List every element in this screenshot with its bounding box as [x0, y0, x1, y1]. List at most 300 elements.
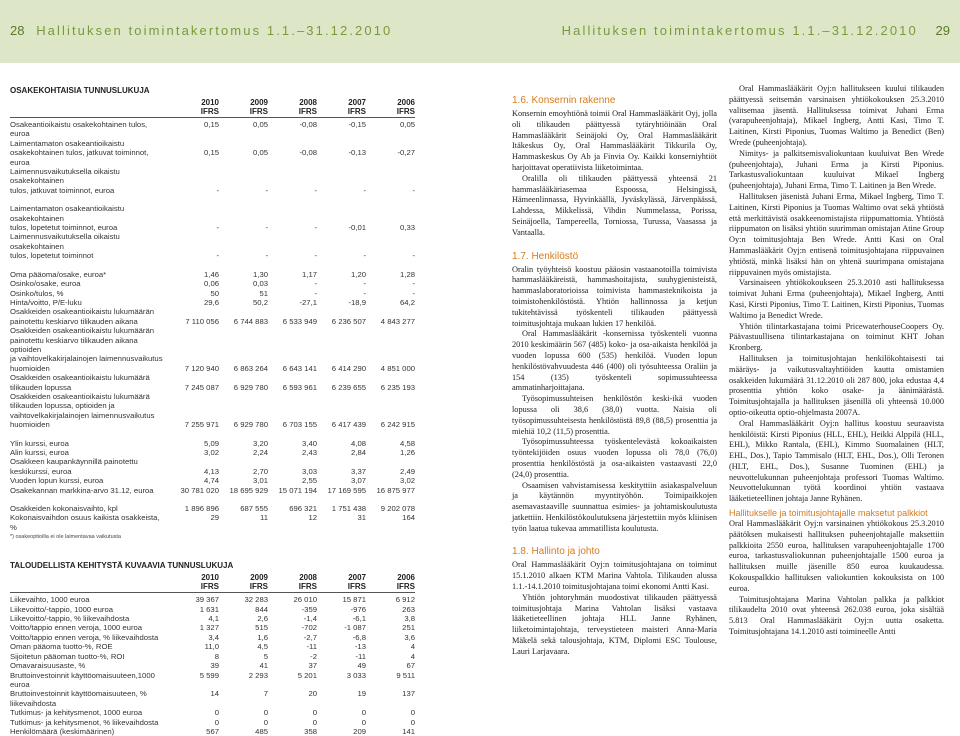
cell-value: 0: [410, 708, 415, 718]
cell-value: -1 087: [344, 623, 366, 633]
table-row: [10, 605, 415, 614]
row-label: Tutkimus- ja kehitysmenot, 1000 euroa: [10, 708, 143, 718]
cell-value: 3,20: [253, 438, 268, 448]
table-row: [10, 289, 415, 298]
cell-value: [268, 167, 317, 186]
cell-value: 6 863 264: [233, 363, 268, 373]
table-row: [10, 401, 415, 410]
left-header: [10, 23, 392, 38]
cell-value: 1,30: [253, 269, 268, 279]
table1-footnote: *) osakeoptioilla ei ole laimentavaa vaikutusta: [10, 534, 121, 541]
table-row: [10, 279, 415, 288]
column-header: IFRS: [249, 107, 268, 116]
cell-value: [268, 326, 317, 335]
cell-value: [317, 167, 366, 186]
cell-value: -6,8: [352, 632, 366, 642]
board-paragraph-2: Nimitys- ja palkitsemisvaliokuntaan kuuluivat Ben Wrede (puheenjohtaja), Juhani Erma ja Kirsti Piponius. Tarkastusvaliokuntaan kuuluivat Mikael Ingberg (puheenjohtaja), Juhani Erma, Timo T. Laitinen ja Ben Wrede.: [729, 148, 944, 191]
cell-value: 0: [312, 708, 317, 718]
cell-value: [268, 204, 317, 223]
header-spacer: [10, 107, 170, 116]
cell-value: -0,08: [299, 120, 317, 129]
cell-value: 4,74: [204, 476, 219, 486]
cell-value: [219, 232, 268, 251]
table-row: [10, 326, 415, 335]
cell-value: [219, 167, 268, 186]
header-spacer: [10, 98, 170, 107]
cell-value: 137: [402, 689, 415, 699]
row-label: tulos, lopetetut toiminnot, euroa: [10, 223, 118, 233]
cell-value: 8: [214, 651, 219, 661]
cell-value: 4 851 000: [380, 363, 415, 373]
cell-value: [170, 392, 219, 401]
row-label: Osakkeiden osakeantioikaistu lukumäärä: [10, 391, 150, 401]
cell-value: 0,33: [400, 223, 415, 233]
row-label: huomioiden: [10, 420, 50, 430]
row-label: Laimennusvaikutuksella oikaistu osakekohtainen: [10, 167, 120, 186]
cell-value: -1,4: [303, 614, 317, 624]
row-label: tilikauden lopussa: [10, 382, 72, 392]
table-row: [10, 652, 415, 661]
cell-value: [366, 307, 415, 316]
cell-value: 3,02: [400, 476, 415, 486]
cell-value: -: [412, 288, 415, 298]
cell-value: [366, 373, 415, 382]
cell-value: 6 235 193: [380, 382, 415, 392]
cell-value: 3,37: [351, 466, 366, 476]
cell-value: 0,05: [253, 120, 268, 129]
cell-value: 9 202 078: [380, 504, 415, 514]
section-1-7-heading: 1.7. Henkilöstö: [512, 250, 579, 262]
cell-value: -976: [350, 604, 366, 614]
cell-value: [268, 373, 317, 382]
cell-value: -359: [301, 604, 317, 614]
table-row: [10, 270, 415, 279]
table-row: [10, 513, 415, 532]
cell-value: [170, 232, 219, 251]
table-row: [10, 186, 415, 195]
table-row: [10, 689, 415, 708]
section-1-7-paragraph-4: Työsopimussuhteessa työskentelevästä kokoaikaisten työntekijöiden osuus vuoden lopussa oli 78,0 (76,0) prosenttia henkilöstöstä ja osa-aikaisten vastaavasti 22,0 (24,0) prosenttia.: [512, 437, 717, 479]
row-label: Osinko/osake, euroa: [10, 279, 81, 289]
cell-value: 17 169 595: [327, 485, 366, 495]
row-label: Henkilömäärä (keskimäärinen): [10, 726, 115, 736]
table2-rule: [10, 592, 415, 593]
cell-value: [219, 326, 268, 335]
table-row: [10, 623, 415, 632]
table-row: [10, 167, 415, 186]
table-row: [10, 364, 415, 373]
table-row: [10, 476, 415, 485]
row-label: Laimentamaton osakeantioikaistu: [10, 138, 125, 148]
cell-value: 4,13: [204, 466, 219, 476]
cell-value: [268, 232, 317, 251]
cell-value: 3,40: [302, 438, 317, 448]
table-row: [10, 486, 415, 495]
cell-value: [268, 307, 317, 316]
section-1-6-paragraph-2: Oralilla oli tilikauden päättyessä yhteensä 21 hammaslääkäriasemaa Espoossa, Helsingissä, Hämeenlinnassa, Hyvinkäällä, Jyväskylässä, Järvenpäässä, Lahdessa, Mikkelissä, Vihdin Nummelassa, Porissa, Seinäjoella, Tampereella, Torniossa, Turussa, Vaasassa ja Vantaalla.: [512, 173, 717, 237]
cell-value: 6 744 883: [233, 316, 268, 326]
cell-value: 1 327: [199, 623, 219, 633]
row-label: Osakkeiden osakeantioikaistu lukumäärä: [10, 373, 150, 383]
cell-value: [170, 204, 219, 223]
row-label: tulos, lopetetut toiminnot: [10, 251, 94, 261]
cell-value: -11: [306, 642, 317, 652]
cell-value: 0: [312, 717, 317, 727]
table-row: [10, 307, 415, 316]
cell-value: 6 703 155: [282, 420, 317, 430]
cell-value: [366, 204, 415, 223]
cell-value: 3,02: [204, 448, 219, 457]
cell-value: -0,27: [397, 148, 415, 158]
cell-value: [219, 457, 268, 466]
cell-value: 1 751 438: [331, 504, 366, 514]
table-row: [10, 317, 415, 326]
cell-value: 6 242 915: [380, 420, 415, 430]
column-header: IFRS: [298, 582, 317, 592]
table-row: [10, 727, 415, 736]
table-row: [10, 457, 415, 466]
cell-value: 1,46: [204, 269, 219, 279]
cell-value: 39: [210, 661, 219, 671]
left-page-number: 28: [10, 23, 25, 38]
table-row: [10, 383, 415, 392]
remuneration-heading: Hallitukselle ja toimitusjohtajalle maksetut palkkiot: [729, 508, 928, 519]
cell-value: 0: [214, 717, 219, 727]
cell-value: [170, 336, 219, 355]
cell-value: 50,2: [253, 297, 268, 307]
table1-year-header: [10, 98, 415, 107]
row-label: Alin kurssi, euroa: [10, 448, 69, 457]
row-label: Osakkeiden osakeantioikaistu lukumäärän: [10, 307, 155, 317]
column-header: IFRS: [200, 582, 219, 592]
cell-value: 19: [357, 689, 366, 699]
cell-value: 15 871: [342, 595, 366, 605]
table-row: [10, 298, 415, 307]
row-label: Bruttoinvestoinnit käyttöomaisuuteen,1000 euroa: [10, 670, 155, 689]
board-paragraph-5: Yhtiön tilintarkastajana toimi PricewaterhouseCoopers Oy. Päävastuullisena tilintarkastajana on toiminut KHT Johan Kronberg.: [729, 321, 944, 353]
row-label: Osinko/tulos, %: [10, 288, 64, 298]
row-label: Tutkimus- ja kehitysmenot, % liikevaihdosta: [10, 717, 159, 727]
cell-value: [170, 354, 219, 363]
table-row: [10, 661, 415, 670]
cell-value: [366, 232, 415, 251]
cell-value: -: [265, 223, 268, 233]
cell-value: 0,15: [204, 148, 219, 158]
cell-value: [219, 354, 268, 363]
cell-value: [317, 392, 366, 401]
cell-value: [317, 411, 366, 420]
cell-value: 4: [410, 651, 415, 661]
table-row: [10, 467, 415, 476]
cell-value: [170, 167, 219, 186]
cell-value: 4,1: [208, 614, 219, 624]
cell-value: [219, 307, 268, 316]
row-label: Ylin kurssi, euroa: [10, 438, 69, 448]
cell-value: -: [314, 185, 317, 195]
cell-value: 7 120 940: [184, 363, 219, 373]
cell-value: -18,9: [348, 297, 366, 307]
cell-value: 1 631: [199, 604, 219, 614]
cell-value: [317, 354, 366, 363]
cell-value: 1,6: [257, 632, 268, 642]
row-label: vaihtovelkakirjalainojen laimennusvaikutus: [10, 410, 155, 420]
table2-title: TALOUDELLISTA KEHITYSTÄ KUVAAVIA TUNNUSLUKUJA: [10, 561, 234, 571]
cell-value: 2 293: [248, 670, 268, 680]
cell-value: 3 033: [346, 670, 366, 680]
cell-value: [219, 373, 268, 382]
cell-value: 6 929 780: [233, 382, 268, 392]
section-1-6-paragraph-1: Konsernin emoyhtiönä toimii Oral Hammaslääkärit Oyj, jolla oli tilikauden päättyessä tytäryhtiöinään Oral Hammaslääkärit Seinäjoki Oy, Oral Hammaslääkärit Itäkeskus Oy, Oral Hammaslääkärit Tikkurila Oy, Hammaskeskus Oy Ab ja Finvia Oy. Kaikki konserniyhtiöt harjoittavat operatiivista liiketoimintaa.: [512, 109, 717, 172]
cell-value: 6 236 507: [331, 316, 366, 326]
cell-value: 15 071 194: [278, 485, 317, 495]
cell-value: [219, 139, 268, 148]
cell-value: [268, 401, 317, 410]
cell-value: 6 643 141: [282, 363, 317, 373]
left-running-title: Hallituksen toimintakertomus 1.1.–31.12.2010: [36, 23, 393, 38]
cell-value: 12: [308, 513, 317, 523]
cell-value: 3,6: [404, 632, 415, 642]
cell-value: 3,01: [253, 476, 268, 486]
cell-value: 1,17: [302, 269, 317, 279]
column-header: IFRS: [249, 582, 268, 592]
cell-value: [268, 139, 317, 148]
table-row: [10, 642, 415, 651]
cell-value: 141: [402, 726, 415, 736]
cell-value: -: [363, 251, 366, 261]
cell-value: 6 912: [395, 595, 415, 605]
column-header: IFRS: [347, 582, 366, 592]
cell-value: [219, 204, 268, 223]
cell-value: -: [363, 185, 366, 195]
table-row: [10, 373, 415, 382]
cell-value: 0,15: [204, 120, 219, 129]
cell-value: -702: [301, 623, 317, 633]
cell-value: -27,1: [299, 297, 317, 307]
column-header: IFRS: [200, 107, 219, 116]
row-label: Laimennusvaikutuksella oikaistu osakekohtainen: [10, 232, 120, 251]
cell-value: 251: [402, 623, 415, 633]
table-row: [10, 120, 415, 139]
cell-value: 263: [402, 604, 415, 614]
row-gap: [10, 495, 415, 504]
board-paragraph-3: Hallituksen jäsenistä Juhani Erma, Mikael Ingberg, Timo T. Laitinen, Kirsti Piponius ja Tuomas Waltimo ovat sekä yhtiöstä että merkittävistä osakkeenomistajista riippumattomia. Yhtiöstä riippumaton on lisäksi yhtiön suurimman omistajan Atine Group Oy:n toimitusjohtaja Ben Wrede. Antti Kasi on Oral Hammaslääkärit Oyj:n entisenä toimitusjohtajana riippuvainen yhtiöstä, minkä lisäksi hän on yhtenä suurimpana omistajana riippuvainen myös omistajista.: [729, 191, 944, 277]
cell-value: -: [314, 223, 317, 233]
cell-value: 0: [361, 708, 366, 718]
cell-value: [170, 326, 219, 335]
cell-value: 0: [214, 708, 219, 718]
cell-value: 31: [357, 513, 366, 523]
cell-value: 6 533 949: [282, 316, 317, 326]
cell-value: -: [314, 288, 317, 298]
table-row: [10, 392, 415, 401]
right-running-title: Hallituksen toimintakertomus 1.1.–31.12.2010: [561, 23, 918, 38]
table2-unit-header: [10, 582, 415, 591]
row-label: Voitto/tappio ennen veroja, % liikevaihdosta: [10, 632, 159, 642]
header-spacer: [10, 582, 170, 591]
cell-value: -: [314, 279, 317, 289]
cell-value: 687 555: [240, 504, 268, 514]
key-figures-tables: [10, 86, 415, 736]
column-header: 2010: [201, 98, 219, 107]
board-paragraph-6: Hallituksen ja toimitusjohtajan henkilökohtaisesti tai määräys- ja vaikutusvaltayhtiöiden kautta omistamien osakkeiden lukumäärä 31.12.2010 oli 287 800, joka edustaa 4,4 prosenttia yhtiön koko osake- ja äänimäärästä. Toimitusjohtajalla ja hallituksen jäsenillä oli yhteensä 10.000 optio-oikeutta optio-ohjelmasta 2007A.: [729, 353, 944, 417]
cell-value: 18 695 929: [229, 485, 268, 495]
cell-value: 50: [210, 288, 219, 298]
cell-value: [268, 411, 317, 420]
cell-value: [219, 336, 268, 355]
cell-value: 7 245 087: [184, 382, 219, 392]
section-1-8-paragraph-1: Oral Hammaslääkärit Oyj:n toimitusjohtajana on toiminut 15.1.2010 alkaen KTM Marina Vahtola. Tilikauden alussa 1.1.-14.1.2010 toimitusjohtajana toimi ekonomi Antti Kasi.: [512, 560, 717, 592]
row-label: Laimentamaton osakeantioikaistu osakekohtainen: [10, 204, 125, 223]
cell-value: -: [363, 288, 366, 298]
section-1-8-paragraph-2: Yhtiön johtoryhmän muodostivat tilikauden päättyessä toimitusjohtaja Marina Vahtolan lisäksi vastaava lääketieteellinen johtaja HLL Janne Ryhänen, liiketoimintajohtaja, terveystieteen maisteri Anna-Maria Mäkelä sekä talousjohtaja, KTM, Diplomi ESC Toulouse, Lauri Larjavaara.: [512, 592, 717, 656]
row-label: Osakekannan markkina-arvo 31.12, euroa: [10, 485, 154, 495]
cell-value: 16 875 977: [376, 485, 415, 495]
cell-value: 7: [263, 689, 268, 699]
row-gap: [10, 261, 415, 270]
cell-value: 0,05: [253, 148, 268, 158]
cell-value: 515: [255, 623, 268, 633]
row-label: Osakeantioikaistu osakekohtainen tulos, euroa: [10, 120, 148, 139]
column-header: 2007: [348, 98, 366, 107]
row-label: Liikevoitto/-tappio, 1000 euroa: [10, 604, 113, 614]
cell-value: -: [412, 251, 415, 261]
cell-value: -: [216, 251, 219, 261]
column-header: IFRS: [347, 107, 366, 116]
cell-value: 5,09: [204, 438, 219, 448]
cell-value: 6 414 290: [331, 363, 366, 373]
section-1-6-heading: 1.6. Konsernin rakenne: [512, 95, 616, 106]
cell-value: 7 255 971: [184, 420, 219, 430]
table-row: [10, 439, 415, 448]
right-header: [562, 23, 950, 38]
cell-value: 11: [260, 513, 268, 523]
cell-value: 164: [402, 513, 415, 523]
cell-value: 0,05: [400, 120, 415, 129]
cell-value: 3,03: [302, 466, 317, 476]
cell-value: 7 110 056: [185, 316, 219, 326]
section-1-7-paragraph-2: Oral Hammaslääkärit -konsernissa työskenteli vuonna 2010 keskimäärin 567 (485) koko- ja osa-aikaista henkilöä ja vuoden lopussa 600 (535) henkilöä. Vuoden lopun henkilöstövahvuudesta 446 (400) oli työsuhteessa Oraliin ja 154 (135) työskenteli sopimussuhteessa ammatinharjoittajana.: [512, 329, 717, 393]
cell-value: 4,08: [351, 438, 366, 448]
cell-value: 6 239 655: [331, 382, 366, 392]
cell-value: 2,43: [302, 448, 317, 457]
cell-value: 2,49: [400, 466, 415, 476]
row-label: tulos, jatkuvat toiminnot, euroa: [10, 185, 115, 195]
cell-value: 67: [406, 661, 415, 671]
cell-value: -0,13: [348, 148, 366, 158]
cell-value: 4 843 277: [380, 316, 415, 326]
cell-value: 0: [263, 708, 268, 718]
row-label: painotettu keskiarvo tilikauden aikana optioiden: [10, 335, 138, 354]
section-1-7-paragraph-3: Työsopimussuhteisen henkilöstön keski-ikä vuoden lopussa oli 38,6 (38,0) vuotta. Naisia oli työsopimussuhteisesta henkilöstöstä 89,8 (88,5) prosenttia ja miehiä 10,2 (11,5) prosenttia.: [512, 394, 717, 436]
table2-body: [10, 595, 415, 736]
cell-value: 1,20: [351, 269, 366, 279]
cell-value: -: [265, 185, 268, 195]
cell-value: 32 283: [244, 595, 268, 605]
cell-value: [366, 139, 415, 148]
cell-value: [317, 457, 366, 466]
cell-value: [219, 401, 268, 410]
cell-value: 64,2: [400, 297, 415, 307]
row-label: painotettu keskiarvo tilikauden aikana: [10, 316, 138, 326]
column-header: IFRS: [396, 107, 415, 116]
row-label: Liikevaihto, 1000 euroa: [10, 595, 90, 605]
cell-value: 20: [308, 689, 317, 699]
cell-value: 0: [263, 717, 268, 727]
cell-value: [317, 326, 366, 335]
cell-value: [170, 307, 219, 316]
row-label: tilikauden lopussa, optioiden ja: [10, 401, 115, 411]
cell-value: [170, 373, 219, 382]
cell-value: -: [412, 185, 415, 195]
cell-value: [366, 167, 415, 186]
cell-value: 3,4: [208, 632, 219, 642]
cell-value: 0,03: [253, 279, 268, 289]
table1-title: OSAKEKOHTAISIA TUNNUSLUKUJA: [10, 86, 150, 95]
column-header: 2009: [250, 98, 268, 107]
cell-value: [317, 401, 366, 410]
cell-value: 3,8: [404, 614, 415, 624]
cell-value: 2,6: [257, 614, 268, 624]
table-row: [10, 504, 415, 513]
row-label: Bruttoinvestoinnit käyttöomaisuuteen, % liikevaihdosta: [10, 689, 147, 708]
cell-value: 1 896 896: [184, 504, 219, 514]
cell-value: [170, 401, 219, 410]
table-row: [10, 232, 415, 251]
table-row: [10, 595, 415, 604]
cell-value: 29: [210, 513, 219, 523]
row-label: Osakkeen kaupankäynnillä painotettu: [10, 457, 138, 467]
row-label: osakekohtainen tulos, jatkuvat toiminnot, euroa: [10, 148, 149, 167]
cell-value: 4,5: [257, 642, 268, 652]
cell-value: [317, 204, 366, 223]
cell-value: 2,55: [302, 476, 317, 486]
section-1-7-paragraph-1: Oralin työyhteisö koostuu pääosin vastaanotoilla toimivista hammaslääkäreistä, hammashoitajista, suuhygienisteistä, hammaslaboratorioissa toimivista hammasteknikoista ja toimistohenkilöstöstä. Yhtiön hallinnossa ja ketjun tukitehtävissä työskenteli tilikauden päättyessä toimitusjohtaja mukaan lukien 17 henkilöä.: [512, 264, 717, 328]
column-header: IFRS: [396, 582, 415, 592]
table-row: [10, 420, 415, 429]
cell-value: [268, 336, 317, 355]
cell-value: 37: [308, 661, 317, 671]
row-label: Osakkeiden osakeantioikaistu lukumäärän: [10, 326, 155, 336]
cell-value: [268, 457, 317, 466]
column-header: 2007: [348, 573, 366, 583]
table-row: [10, 411, 415, 420]
remuneration-paragraph-2: Toimitusjohtajana Marina Vahtolan palkka ja palkkiot tilikaudelta 2010 ovat yhteensä 262.038 euroa, joka sisältää 5.813 Oral Hammaslääkärit Oyj:n uutta osaketta. Toimitusjohtajana 14.1.2010 asti toimineelle Antti: [729, 594, 944, 637]
cell-value: -: [363, 279, 366, 289]
header-spacer: [10, 573, 170, 582]
row-label: huomioiden: [10, 363, 50, 373]
board-paragraph-4: Varsinaiseen yhtiökokoukseen 25.3.2010 asti hallituksessa toimivat Juhani Erma (puheenjohtaja), Mikael Ingberg, Antti Kasi, Kirsti Piponius, Timo T. Laitinen, Kirsti Piponius, Tuomas Waltimo ja Benedict Wrede.: [729, 278, 944, 320]
cell-value: 2,84: [351, 448, 366, 457]
cell-value: -2,7: [303, 632, 317, 642]
column-header: 2006: [397, 573, 415, 583]
remuneration-paragraph-1: Oral Hammaslääkärit Oyj:n varsinainen yhtiökokous 25.3.2010 päätöksen mukaisesti hallituksen puheenjohtajalle maksettiin palkkioita 2550 euroa, hallituksen varapuheenjohtajalle 1700 euroa, tarkastusvaliokunnan puheenjohtajalle 1500 euroa ja hallituksen muille jäsenille 850 euroa kuukaudessa. Kokouspalkkio hallituksen valiokuntien kokouksista on 100 euroa.: [729, 519, 944, 593]
cell-value: 5 201: [297, 670, 317, 680]
cell-value: [219, 392, 268, 401]
cell-value: 1,28: [400, 269, 415, 279]
table-row: [10, 633, 415, 642]
row-label: Vuoden lopun kurssi, euroa: [10, 476, 104, 486]
right-page-number: 29: [935, 23, 950, 38]
column-header: 2008: [299, 573, 317, 583]
cell-value: 5 599: [199, 670, 219, 680]
cell-value: 844: [255, 604, 268, 614]
row-label: Osakkeiden kokonaisvaihto, kpl: [10, 504, 118, 514]
cell-value: [366, 336, 415, 355]
section-1-8-heading: 1.8. Hallinto ja johto: [512, 546, 600, 558]
cell-value: -0,15: [348, 120, 366, 129]
table-row: [10, 708, 415, 717]
text-column-right: [729, 84, 944, 638]
